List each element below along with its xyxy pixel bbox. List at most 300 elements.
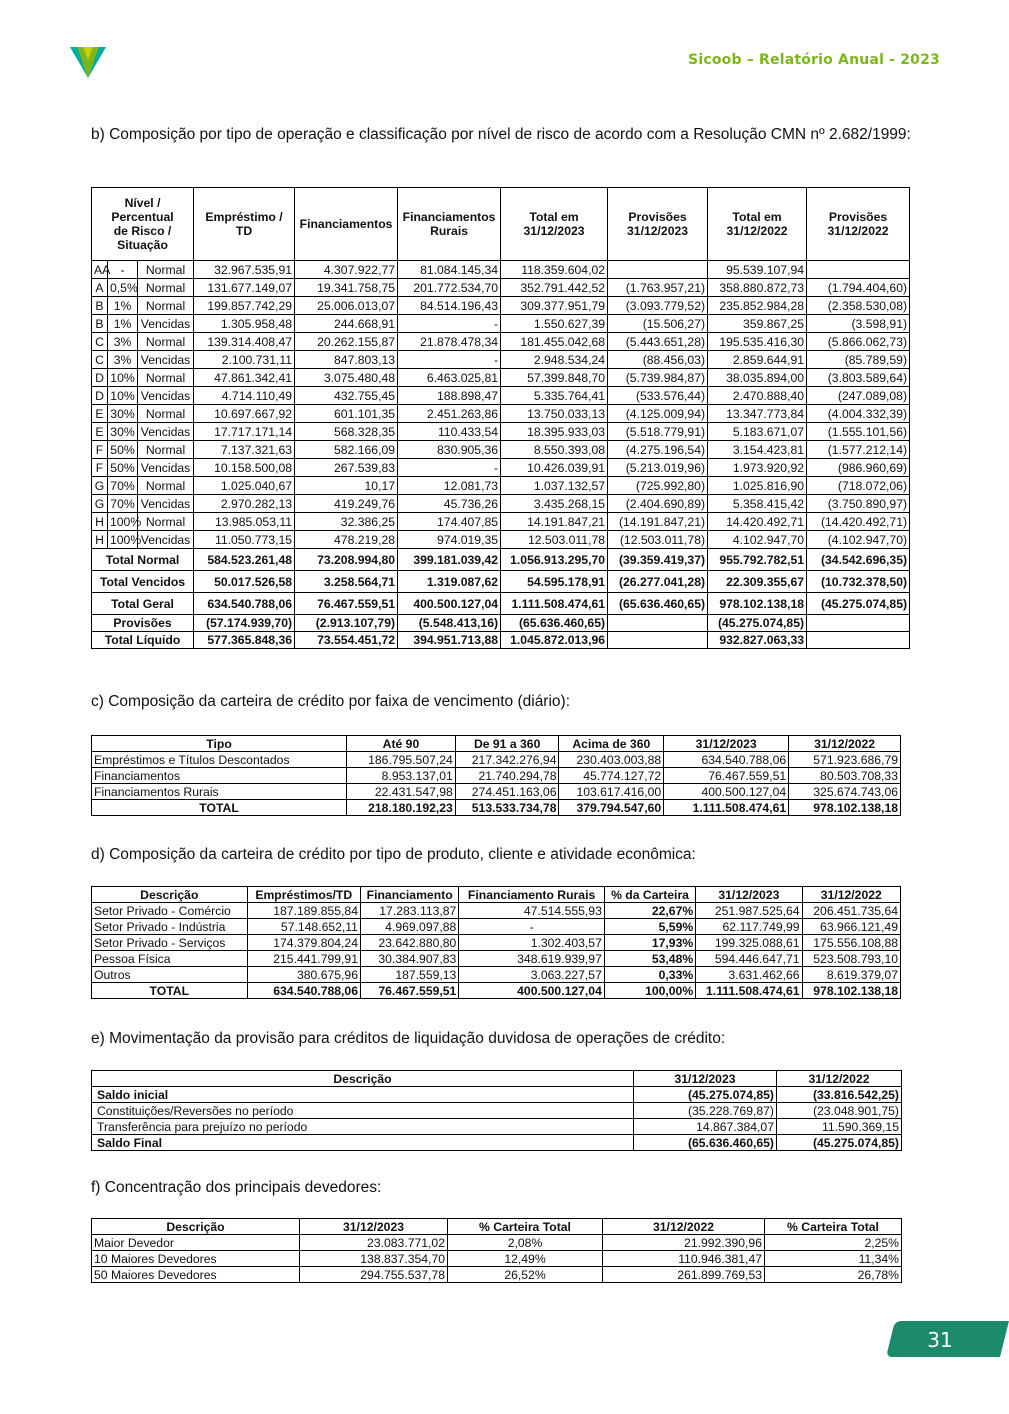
value-cell: 11.050.773,15 [194,531,295,549]
table-row [92,459,910,477]
total-value-cell: 634.540.788,06 [194,593,295,615]
value-cell: 3.435.268,15 [501,495,608,513]
value-cell: 53,48% [604,951,695,967]
section-e-title: e) Movimentação da provisão para créditos de liquidação duvidosa de operações de crédito: [91,1030,726,1047]
table-row [92,513,910,531]
total-value-cell: 513.533.734,78 [455,800,559,816]
value-cell: (1.555.101,56) [807,423,910,441]
value-cell: 181.455.042,68 [501,333,608,351]
value-cell: (4.004.332,39) [807,405,910,423]
table-row [92,387,910,405]
risk-label-cell: 30% [108,405,138,423]
value-cell: 45.736,26 [398,495,501,513]
value-cell: 14.191.847,21 [501,513,608,531]
risk-label-cell: G [92,495,108,513]
value-cell: 2,08% [448,1235,603,1251]
value-cell: 10.158.500,08 [194,459,295,477]
table-row [92,423,910,441]
header-tipo: Tipo [92,736,347,752]
total-value-cell: 100,00% [604,983,695,999]
value-cell [608,261,708,279]
table-row [92,1267,902,1283]
debtor-concentration-table [91,1218,902,1283]
value-cell: 10.426.039,91 [501,459,608,477]
value-cell: 63.966.121,49 [802,919,900,935]
value-cell: 11.590.369,15 [777,1119,902,1135]
total-value-cell [807,632,910,649]
risk-label-cell: Vencidas [138,315,194,333]
value-cell: (85.789,59) [807,351,910,369]
risk-label-cell: 1% [108,315,138,333]
risk-label-cell: Vencidas [138,495,194,513]
header-2022: 31/12/2022 [789,736,901,752]
value-cell: 84.514.196,43 [398,297,501,315]
risk-label-cell: E [92,405,108,423]
value-cell: 5.335.764,41 [501,387,608,405]
value-cell: (5.739.984,87) [608,369,708,387]
value-cell: 19.341.758,75 [295,279,398,297]
total-value-cell: (65.636.460,65) [608,593,708,615]
header-financiamento-rurais: Financiamento Rurais [459,887,605,903]
value-cell: (1.577.212,14) [807,441,910,459]
description-cell: Setor Privado - Comércio [92,903,248,919]
value-cell: 22.431.547,98 [347,784,456,800]
risk-label-cell: Normal [138,297,194,315]
risk-label-cell: 3% [108,351,138,369]
total-value-cell: 399.181.039,42 [398,549,501,571]
risk-label-cell: 50% [108,441,138,459]
value-cell: 2.451.263,86 [398,405,501,423]
value-cell: 974.019,35 [398,531,501,549]
risk-label-cell: G [92,477,108,495]
value-cell: 2,25% [765,1235,902,1251]
value-cell: 523.508.793,10 [802,951,900,967]
table-row [92,477,910,495]
header-pct-carteira: % da Carteira [604,887,695,903]
table-row [92,1251,902,1267]
value-cell: (35.228.769,87) [634,1103,777,1119]
value-cell: 847.803,13 [295,351,398,369]
table-row [92,531,910,549]
value-cell: 17,93% [604,935,695,951]
value-cell: 187.189.855,84 [247,903,360,919]
value-cell: (5.213.019,96) [608,459,708,477]
total-value-cell: (45.275.074,85) [807,593,910,615]
risk-label-cell: 10% [108,369,138,387]
total-value-cell: 932.827.063,33 [708,632,807,649]
value-cell: (3.750.890,97) [807,495,910,513]
total-value-cell: 1.111.508.474,61 [664,800,789,816]
value-cell: 325.674.743,06 [789,784,901,800]
value-cell: (33.816.542,25) [777,1087,902,1103]
sicoob-logo-icon [70,44,106,80]
header-2023: 31/12/2023 [634,1071,777,1087]
total-value-cell: 1.056.913.295,70 [501,549,608,571]
risk-label-cell: Vencidas [138,351,194,369]
risk-label-cell: E [92,423,108,441]
table-row [92,495,910,513]
value-cell: 419.249,76 [295,495,398,513]
maturity-table [91,735,901,816]
total-value-cell: 1.045.872.013,96 [501,632,608,649]
total-value-cell: 3.258.564,71 [295,571,398,593]
value-cell: 568.328,35 [295,423,398,441]
value-cell: - [398,459,501,477]
value-cell: (3.093.779,52) [608,297,708,315]
total-label-cell: Total Geral [92,593,194,615]
total-value-cell: (39.359.419,37) [608,549,708,571]
value-cell: 21.992.390,96 [603,1235,765,1251]
value-cell: 230.403.003,88 [559,752,664,768]
table-row [92,369,910,387]
value-cell: (1.763.957,21) [608,279,708,297]
value-cell: 3.075.480,48 [295,369,398,387]
table-row [92,571,910,593]
risk-label-cell: 70% [108,495,138,513]
value-cell: (533.576,44) [608,387,708,405]
value-cell: 81.084.145,34 [398,261,501,279]
risk-label-cell: F [92,459,108,477]
value-cell: 32.386,25 [295,513,398,531]
value-cell: 201.772.534,70 [398,279,501,297]
value-cell: 12.503.011,78 [501,531,608,549]
table-row [92,768,901,784]
table-row [92,983,901,999]
description-cell: Constituições/Reversões no período [92,1103,634,1119]
table-row [92,1119,902,1135]
header-descricao: Descrição [92,1219,300,1235]
header-emprestimo: Empréstimo / TD [194,188,295,261]
value-cell: 174.379.804,24 [247,935,360,951]
description-cell: Outros [92,967,248,983]
value-cell: 1.550.627,39 [501,315,608,333]
value-cell: 1.305.958,48 [194,315,295,333]
value-cell: 2.859.644,91 [708,351,807,369]
header-2022: 31/12/2022 [603,1219,765,1235]
value-cell: 139.314.408,47 [194,333,295,351]
value-cell: 8.953.137,01 [347,768,456,784]
risk-label-cell: Normal [138,333,194,351]
provision-movement-table [91,1070,902,1151]
value-cell: 118.359.604,02 [501,261,608,279]
total-label-cell: Total Vencidos [92,571,194,593]
value-cell: 188.898,47 [398,387,501,405]
table-row [92,261,910,279]
value-cell: (2.404.690,89) [608,495,708,513]
value-cell: 478.219,28 [295,531,398,549]
total-value-cell: 50.017.526,58 [194,571,295,593]
risk-label-cell: Normal [138,279,194,297]
value-cell: (247.089,08) [807,387,910,405]
value-cell: 601.101,35 [295,405,398,423]
value-cell: (23.048.901,75) [777,1103,902,1119]
value-cell: 1.025.816,90 [708,477,807,495]
header-total-2022: Total em 31/12/2022 [708,188,807,261]
value-cell: (45.275.074,85) [777,1135,902,1151]
header-total-2023: Total em 31/12/2023 [501,188,608,261]
value-cell: 30.384.907,83 [360,951,458,967]
value-cell: 571.923.686,79 [789,752,901,768]
total-value-cell: 1.111.508.474,61 [696,983,802,999]
header-provisoes-2023: Provisões 31/12/2023 [608,188,708,261]
header-risk-level: Nível / Percentual de Risco / Situação [92,188,194,261]
risk-label-cell: Vencidas [138,423,194,441]
header-2023: 31/12/2023 [664,736,789,752]
description-cell: 50 Maiores Devedores [92,1267,300,1283]
value-cell: 1.025.040,67 [194,477,295,495]
value-cell: 2.100.731,11 [194,351,295,369]
value-cell: 174.407,85 [398,513,501,531]
table-row [92,593,910,615]
total-label-cell: Total Normal [92,549,194,571]
description-cell: Maior Devedor [92,1235,300,1251]
total-value-cell: (5.548.413,16) [398,615,501,632]
risk-label-cell: A [92,279,108,297]
value-cell: 358.880.872,73 [708,279,807,297]
risk-label-cell: H [92,513,108,531]
header-emprestimos-td: Empréstimos/TD [247,887,360,903]
total-value-cell: (26.277.041,28) [608,571,708,593]
value-cell: (15.506,27) [608,315,708,333]
description-cell: Saldo inicial [92,1087,634,1103]
table-row [92,279,910,297]
value-cell: (3.598,91) [807,315,910,333]
value-cell: 80.503.708,33 [789,768,901,784]
value-cell: 20.262.155,87 [295,333,398,351]
value-cell: 359.867,25 [708,315,807,333]
total-value-cell: (34.542.696,35) [807,549,910,571]
value-cell: 138.837.354,70 [300,1251,448,1267]
value-cell: 199.857.742,29 [194,297,295,315]
header-financiamentos-rurais: Financiamentos Rurais [398,188,501,261]
total-value-cell: (65.636.460,65) [501,615,608,632]
total-value-cell: 76.467.559,51 [295,593,398,615]
value-cell: (14.191.847,21) [608,513,708,531]
risk-label-cell: D [92,387,108,405]
value-cell: 251.987.525,64 [696,903,802,919]
risk-label-cell: 10% [108,387,138,405]
value-cell: 57.148.652,11 [247,919,360,935]
value-cell: (5.518.779,91) [608,423,708,441]
value-cell: 294.755.537,78 [300,1267,448,1283]
value-cell: 1.037.132,57 [501,477,608,495]
total-value-cell: 634.540.788,06 [247,983,360,999]
header-descricao: Descrição [92,1071,634,1087]
table-row [92,935,901,951]
value-cell: 217.342.276,94 [455,752,559,768]
description-cell: Setor Privado - Serviços [92,935,248,951]
header-2022: 31/12/2022 [777,1071,902,1087]
value-cell: 206.451.735,64 [802,903,900,919]
value-cell: 6.463.025,81 [398,369,501,387]
risk-label-cell: 30% [108,423,138,441]
value-cell: 32.967.535,91 [194,261,295,279]
value-cell: 5,59% [604,919,695,935]
risk-label-cell: D [92,369,108,387]
value-cell: 110.946.381,47 [603,1251,765,1267]
risk-label-cell: AA [92,261,108,279]
value-cell: 400.500.127,04 [664,784,789,800]
section-f-title: f) Concentração dos principais devedores: [91,1179,382,1196]
total-value-cell [608,632,708,649]
type-cell: Financiamentos [92,768,347,784]
table-row [92,315,910,333]
value-cell: 23.083.771,02 [300,1235,448,1251]
risk-label-cell: B [92,297,108,315]
value-cell: 47.861.342,41 [194,369,295,387]
page-number: 31 [927,1328,953,1352]
total-value-cell: (45.275.074,85) [708,615,807,632]
value-cell: - [398,315,501,333]
value-cell: (1.794.404,60) [807,279,910,297]
total-value-cell: 978.102.138,18 [789,800,901,816]
total-value-cell: 54.595.178,91 [501,571,608,593]
risk-label-cell: Normal [138,441,194,459]
value-cell: (2.358.530,08) [807,297,910,315]
header-2023: 31/12/2023 [696,887,802,903]
value-cell: 76.467.559,51 [664,768,789,784]
section-b-title: b) Composição por tipo de operação e classificação por nível de risco de acordo com a Resolução CMN nº 2.682/1999: [91,126,911,143]
risk-label-cell: Normal [138,261,194,279]
value-cell: (986.960,69) [807,459,910,477]
value-cell: 2.948.534,24 [501,351,608,369]
value-cell: 13.347.773,84 [708,405,807,423]
value-cell: 8.550.393,08 [501,441,608,459]
value-cell: 274.451.163,06 [455,784,559,800]
value-cell: 14.867.384,07 [634,1119,777,1135]
total-label-cell: TOTAL [92,800,347,816]
section-d-title: d) Composição da carteira de crédito por tipo de produto, cliente e atividade econômica: [91,846,696,863]
table-row [92,1135,902,1151]
value-cell: 4.714.110,49 [194,387,295,405]
total-value-cell: 978.102.138,18 [802,983,900,999]
value-cell: (4.275.196,54) [608,441,708,459]
value-cell: 0,33% [604,967,695,983]
risk-label-cell: Vencidas [138,387,194,405]
value-cell: 199.325.088,61 [696,935,802,951]
risk-label-cell: 3% [108,333,138,351]
total-value-cell: 218.180.192,23 [347,800,456,816]
header-pct-2022: % Carteira Total [765,1219,902,1235]
value-cell: 22,67% [604,903,695,919]
risk-label-cell: Vencidas [138,531,194,549]
value-cell: 62.117.749,99 [696,919,802,935]
description-cell: Saldo Final [92,1135,634,1151]
value-cell: 244.668,91 [295,315,398,333]
table-row [92,441,910,459]
value-cell: 131.677.149,07 [194,279,295,297]
value-cell: 12.081,73 [398,477,501,495]
header-descricao: Descrição [92,887,248,903]
value-cell: 14.420.492,71 [708,513,807,531]
value-cell: (725.992,80) [608,477,708,495]
risk-label-cell: Normal [138,369,194,387]
value-cell: 110.433,54 [398,423,501,441]
total-label-cell: Total Líquido [92,632,194,649]
header-title: Sicoob – Relatório Anual - 2023 [688,52,940,68]
value-cell: 4.102.947,70 [708,531,807,549]
total-value-cell [608,615,708,632]
value-cell: (4.125.009,94) [608,405,708,423]
table-row [92,967,901,983]
total-value-cell: 1.111.508.474,61 [501,593,608,615]
value-cell: 309.377.951,79 [501,297,608,315]
value-cell: 57.399.848,70 [501,369,608,387]
header-financiamento: Financiamento [360,887,458,903]
header-acima-360: Acima de 360 [559,736,664,752]
value-cell: 4.307.922,77 [295,261,398,279]
value-cell: (4.102.947,70) [807,531,910,549]
value-cell: 25.006.013,07 [295,297,398,315]
value-cell: (5.443.651,28) [608,333,708,351]
table-row [92,351,910,369]
total-value-cell: (57.174.939,70) [194,615,295,632]
value-cell: (45.275.074,85) [634,1087,777,1103]
table-row [92,903,901,919]
value-cell: 352.791.442,52 [501,279,608,297]
total-value-cell: 22.309.355,67 [708,571,807,593]
value-cell: 11,34% [765,1251,902,1267]
header-2022: 31/12/2022 [802,887,900,903]
section-c-title: c) Composição da carteira de crédito por faixa de vencimento (diário): [91,693,571,710]
total-value-cell: (10.732.378,50) [807,571,910,593]
risk-label-cell: 0,5% [108,279,138,297]
value-cell: 267.539,83 [295,459,398,477]
risk-label-cell: C [92,333,108,351]
value-cell: 175.556.108,88 [802,935,900,951]
total-value-cell: 577.365.848,36 [194,632,295,649]
value-cell: - [398,351,501,369]
value-cell: 103.617.416,00 [559,784,664,800]
total-value-cell: 584.523.261,48 [194,549,295,571]
total-value-cell [807,615,910,632]
risk-label-cell: B [92,315,108,333]
value-cell: 830.905,36 [398,441,501,459]
value-cell: 1.973.920,92 [708,459,807,477]
value-cell: 18.395.933,03 [501,423,608,441]
header-2023: 31/12/2023 [300,1219,448,1235]
header-pct-2023: % Carteira Total [448,1219,603,1235]
value-cell: 5.358.415,42 [708,495,807,513]
total-value-cell: (2.913.107,79) [295,615,398,632]
value-cell: 26,78% [765,1267,902,1283]
table-row [92,615,910,632]
value-cell: 261.899.769,53 [603,1267,765,1283]
header-provisoes-2022: Provisões 31/12/2022 [807,188,910,261]
value-cell: 38.035.894,00 [708,369,807,387]
value-cell: 2.470.888,40 [708,387,807,405]
table-row [92,784,901,800]
header-91-360: De 91 a 360 [455,736,559,752]
value-cell: 23.642.880,80 [360,935,458,951]
risk-label-cell: 100% [108,531,138,549]
value-cell: 26,52% [448,1267,603,1283]
risk-label-cell: Vencidas [138,459,194,477]
value-cell: (14.420.492,71) [807,513,910,531]
value-cell: 432.755,45 [295,387,398,405]
value-cell: 10.697.667,92 [194,405,295,423]
total-value-cell: 379.794.547,60 [559,800,664,816]
value-cell: 215.441.799,91 [247,951,360,967]
value-cell: (88.456,03) [608,351,708,369]
value-cell: 47.514.555,93 [459,903,605,919]
value-cell: 21.740.294,78 [455,768,559,784]
table-row [92,333,910,351]
value-cell: 594.446.647,71 [696,951,802,967]
value-cell: 3.631.462,66 [696,967,802,983]
value-cell: 634.540.788,06 [664,752,789,768]
value-cell: 4.969.097,88 [360,919,458,935]
